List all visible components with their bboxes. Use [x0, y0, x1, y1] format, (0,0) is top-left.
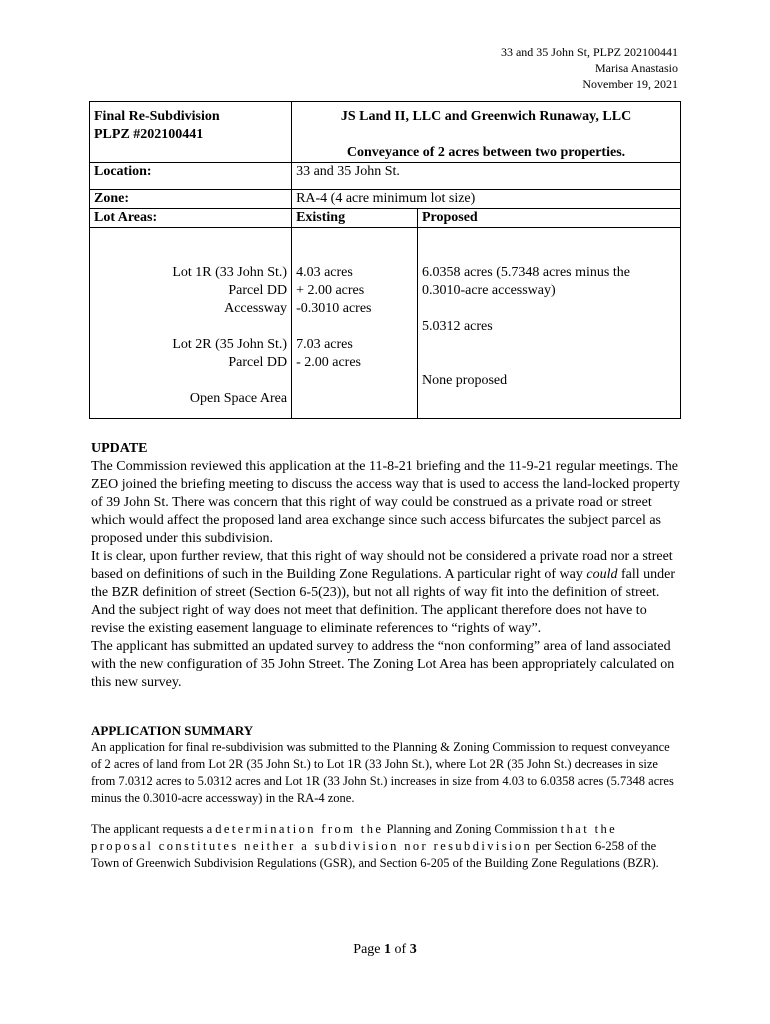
update-section	[91, 440, 681, 692]
application-number: PLPZ #202100441	[94, 127, 204, 142]
header-author: Marisa Anastasio	[595, 61, 678, 75]
lot1r-parcel-label: Parcel DD	[228, 283, 288, 298]
current-page-number: 1	[384, 942, 392, 957]
lot1r-label: Lot 1R (33 John St.)	[172, 265, 288, 280]
applicant-names: JS Land II, LLC and Greenwich Runaway, LLC	[340, 109, 632, 124]
lot2r-parcel-existing: - 2.00 acres	[296, 355, 361, 370]
update-heading: UPDATE	[91, 441, 148, 456]
summary-paragraph-2	[91, 821, 683, 872]
update-paragraph-3: The applicant has submitted an updated survey to address the “non conforming” area of land associated with the new configuration of 35 John Street. The Zoning Lot Area has been appropriately calculated on this new survey.	[91, 639, 675, 690]
lot1r-proposed: 6.0358 acres (5.7348 acres minus the 0.3010-acre accessway)	[421, 265, 630, 298]
location-label: Location:	[90, 163, 292, 190]
update-paragraph-2-end: fall under the BZR definition of street (Section 6-5(23)), but not all rights of way fit into the definition of street. And the subject right of way does not meet that definition. The applicant therefore does not have to revise the existing easement language to eliminate references to “rights of way”.	[91, 567, 675, 636]
proposed-header: Proposed	[417, 209, 680, 228]
update-emphasis: could	[586, 567, 618, 582]
lot2r-label: Lot 2R (35 John St.)	[172, 337, 288, 352]
lot1r-accessway-existing: -0.3010 acres	[296, 301, 372, 316]
table-row-lot-areas	[90, 228, 681, 419]
summary-heading: APPLICATION SUMMARY	[91, 723, 254, 738]
summary-paragraph-1: An application for final re-subdivision was submitted to the Planning & Zoning Commission to request conveyance of 2 acres of land from Lot 2R (35 John St.) to Lot 1R (33 John St.), where Lot 2R (35 John St.) decreases in size from 7.0312 acres to 5.0312 acres and Lot 1R (33 John St.) increases in size from 4.03 to 6.0358 acres (5.7348 acres minus the 0.3010-acre accessway) in the RA-4 zone.	[91, 740, 674, 805]
lot2r-existing: 7.03 acres	[296, 337, 353, 352]
summary-paragraph-2-start: The applicant requests a	[91, 822, 216, 836]
application-summary-section	[91, 722, 683, 872]
page-number-footer	[0, 942, 770, 958]
summary-spaced-text-2: that the proposal constitutes neither a subdivision nor resubdivision	[91, 822, 618, 853]
open-space-label: Open Space Area	[189, 391, 288, 406]
table-row-lot-areas-header	[90, 209, 681, 228]
header-reference: 33 and 35 John St, PLPZ 202100441	[500, 45, 678, 59]
lot1r-parcel-existing: + 2.00 acres	[296, 283, 365, 298]
total-page-number: 3	[409, 942, 417, 957]
document-header	[501, 44, 678, 92]
header-date: November 19, 2021	[582, 77, 678, 91]
table-row-zone	[90, 190, 681, 209]
application-description: Conveyance of 2 acres between two properties.	[346, 145, 626, 160]
zone-label: Zone:	[90, 190, 292, 209]
lot1r-existing: 4.03 acres	[296, 265, 353, 280]
zone-value: RA-4 (4 acre minimum lot size)	[292, 190, 681, 209]
summary-paragraph-2-end: per Section 6-258 of the Town of Greenwich Subdivision Regulations (GSR), and Section 6-205 of the Building Zone Regulations (BZR).	[91, 839, 659, 870]
table-row-location	[90, 163, 681, 190]
summary-spaced-text-1: determination from the	[215, 822, 384, 836]
update-paragraph-1: The Commission reviewed this application at the 11-8-21 briefing and the 11-9-21 regular meetings. The ZEO joined the briefing meeting to discuss the access way that is used to access the land-locked property of 39 John St. There was concern that this right of way could be construed as a private road or street which would affect the proposed land area exchange since such access bifurcates the subject parcel as proposed under this subdivision.	[91, 459, 680, 546]
lot2r-proposed: 5.0312 acres	[421, 319, 493, 334]
page-of-label: of	[391, 942, 410, 957]
update-paragraph-2	[91, 548, 681, 638]
lot2r-parcel-label: Parcel DD	[228, 355, 288, 370]
lot1r-accessway-label: Accessway	[224, 301, 288, 316]
application-type: Final Re-Subdivision	[94, 109, 220, 124]
page-label: Page	[353, 942, 385, 957]
location-value: 33 and 35 John St.	[292, 163, 681, 190]
summary-paragraph-2-mid: Planning and Zoning Commission	[383, 822, 561, 836]
lot-areas-label: Lot Areas:	[90, 209, 292, 228]
application-info-table	[89, 101, 681, 419]
open-space-proposed: None proposed	[421, 373, 508, 388]
table-row-title	[90, 102, 681, 163]
existing-header: Existing	[292, 209, 418, 228]
update-paragraph-2-start: It is clear, upon further review, that this right of way should not be considered a private road nor a street based on definitions of such in the Building Zone Regulations. A particular right of way	[91, 549, 673, 582]
